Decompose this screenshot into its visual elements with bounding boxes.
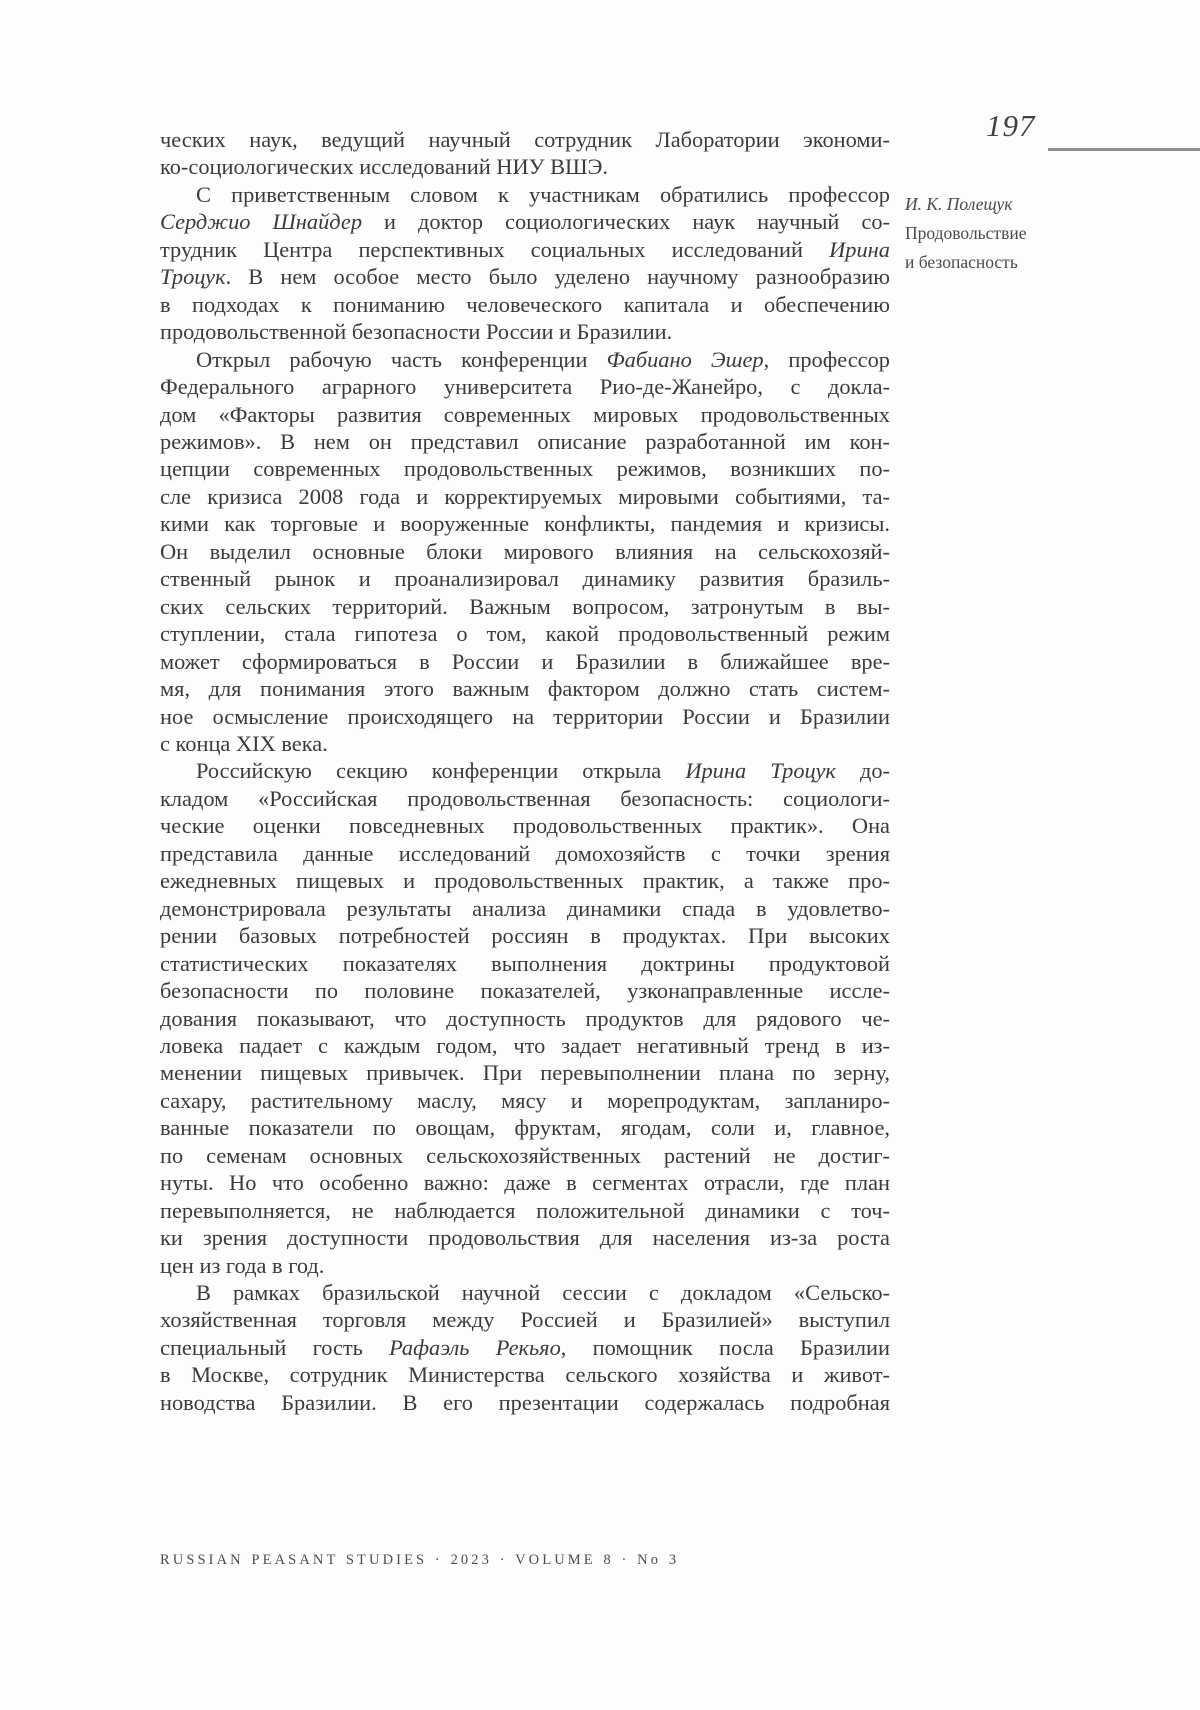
text-segment: ное осмысление происходящего на территории России и Бразилии [160,703,890,729]
text-segment: ступлении, стала гипотеза о том, какой продовольственный режим [160,621,890,647]
text-segment: продовольственной безопасности России и Бразилии. [160,319,673,345]
text-line [160,812,890,839]
text-segment: рении базовых потребностей россиян в продуктах. При высоких [160,923,890,949]
journal-footer: RUSSIAN PEASANT STUDIES · 2023 · VOLUME 8 · No 3 [160,1552,680,1568]
text-line [160,1252,890,1279]
running-head [905,190,1190,277]
text-line [160,455,890,482]
emphasized-text: Ирина [829,236,890,262]
text-line [160,1224,890,1251]
running-head-title-line2: и безопасность [905,252,1018,272]
text-line [160,867,890,894]
text-line [160,1389,890,1416]
text-segment: безопасности по половине показателей, узконаправленные иссле- [160,978,890,1004]
text-line [160,1005,890,1032]
text-line [160,1197,890,1224]
text-segment: , помощник посла Бразилии [560,1334,890,1360]
running-head-title-line1: Продовольствие [905,223,1027,243]
text-segment: сахару, растительному маслу, мясу и морепродуктам, запланиро- [160,1087,890,1113]
text-line [160,263,890,290]
text-segment: в Москве, сотрудник Министерства сельского хозяйства и живот- [160,1362,890,1388]
text-segment: сле кризиса 2008 года и корректируемых мировыми событиями, та- [160,483,890,509]
text-line [160,1032,890,1059]
text-segment: ческих наук, ведущий научный сотрудник Лаборатории экономи- [160,127,890,152]
text-segment: кладом «Российская продовольственная безопасность: социологи- [160,785,890,811]
text-segment: представила данные исследований домохозяйств с точки зрения [160,840,890,866]
text-segment: в подходах к пониманию человеческого капитала и обеспечению [160,291,890,317]
emphasized-text: Троцук [160,264,226,290]
running-head-author: И. К. Полещук [905,194,1013,214]
text-line [160,1142,890,1169]
page-number: 197 [986,108,1036,143]
text-segment: ко-социологических исследований НИУ ВШЭ. [160,154,608,180]
text-line [160,346,890,373]
text-segment: может сформироваться в России и Бразилии в ближайшее вре- [160,648,890,674]
text-segment: перевыполняется, не наблюдается положительной динамики с точ- [160,1197,890,1223]
text-line [160,1334,890,1361]
text-line [160,181,890,208]
text-line [160,1169,890,1196]
text-segment: Открыл рабочую часть конференции [196,346,607,372]
text-segment: . В нем особое место было уделено научному разнообразию [225,264,890,290]
text-line [160,895,890,922]
text-segment: специальный гость [160,1334,390,1360]
text-segment: Российскую секцию конференции открыла [196,758,686,784]
text-line [160,401,890,428]
text-segment: кими как торговые и вооруженные конфликты, пандемия и кризисы. [160,511,890,537]
text-line [160,236,890,263]
text-segment: хозяйственная торговля между Россией и Бразилией» выступил [160,1307,890,1333]
text-line [160,483,890,510]
text-line [160,538,890,565]
text-segment: дования показывают, что доступность продуктов для рядового че- [160,1005,890,1031]
text-line [160,593,890,620]
text-line [160,950,890,977]
text-segment: по семенам основных сельскохозяйственных растений не достиг- [160,1142,890,1168]
text-line [160,565,890,592]
text-line [160,1361,890,1388]
text-segment: Он выделил основные блоки мирового влияния на сельскохозяй- [160,538,890,564]
text-segment: дом «Факторы развития современных мировых продовольственных [160,401,890,427]
text-line [160,318,890,345]
text-line [160,208,890,235]
text-line [160,1114,890,1141]
text-line [160,1279,890,1306]
text-segment: цен из года в год. [160,1252,325,1278]
text-line [160,730,890,757]
text-segment: Федерального аграрного университета Рио-де-Жанейро, с докла- [160,374,890,400]
text-segment: нуты. Но что особенно важно: даже в сегментах отрасли, где план [160,1170,890,1196]
text-segment: и доктор социологических наук научный со- [362,209,890,235]
text-line [160,1087,890,1114]
text-line [160,1306,890,1333]
text-segment: ческие оценки повседневных продовольственных практик». Она [160,813,890,839]
header-rule [1048,148,1200,151]
text-segment: новодства Бразилии. В его презентации содержалась подробная [160,1389,890,1415]
emphasized-text: Ирина Троцук [685,758,836,784]
text-line [160,977,890,1004]
emphasized-text: Рафаэль Рекьяо [389,1334,561,1360]
text-segment: ежедневных пищевых и продовольственных практик, а также про- [160,868,890,894]
text-segment: , профессор [763,346,890,372]
emphasized-text: Фабиано Эшер [606,346,764,372]
text-line [160,153,890,180]
text-line [160,757,890,784]
text-segment: ловека падает с каждым годом, что задает негативный тренд в из- [160,1032,890,1058]
text-line [160,785,890,812]
text-line [160,428,890,455]
text-line [160,703,890,730]
text-line [160,620,890,647]
text-line [160,510,890,537]
text-segment: режимов». В нем он представил описание разработанной им кон- [160,428,890,454]
text-segment: В рамках бразильской научной сессии с докладом «Сельско- [196,1280,890,1306]
text-line [160,1059,890,1086]
text-line [160,126,890,153]
text-segment: ских сельских территорий. Важным вопросом, затронутым в вы- [160,593,890,619]
text-line [160,291,890,318]
text-segment: цепции современных продовольственных режимов, возникших по- [160,456,890,482]
text-line [160,675,890,702]
text-segment: С приветственным словом к участникам обратились профессор [196,181,890,207]
text-segment: с конца XIX века. [160,730,328,756]
text-segment: менении пищевых привычек. При перевыполнении плана по зерну, [160,1060,890,1086]
text-line [160,840,890,867]
text-segment: ванные показатели по овощам, фруктам, ягодам, соли и, главное, [160,1115,890,1141]
text-segment: демонстрировала результаты анализа динамики спада в удовлетво- [160,895,890,921]
emphasized-text: Серджио Шнайдер [160,209,363,235]
text-segment: до- [835,758,890,784]
text-line [160,648,890,675]
text-line [160,373,890,400]
text-segment: ственный рынок и проанализировал динамику развития бразиль- [160,566,890,592]
article-text [160,126,890,1416]
text-segment: трудник Центра перспективных социальных исследований [160,236,830,262]
text-segment: статистических показателях выполнения доктрины продуктовой [160,950,890,976]
text-segment: мя, для понимания этого важным фактором должно стать систем- [160,676,890,702]
text-line [160,922,890,949]
text-segment: ки зрения доступности продовольствия для населения из-за роста [160,1225,890,1251]
